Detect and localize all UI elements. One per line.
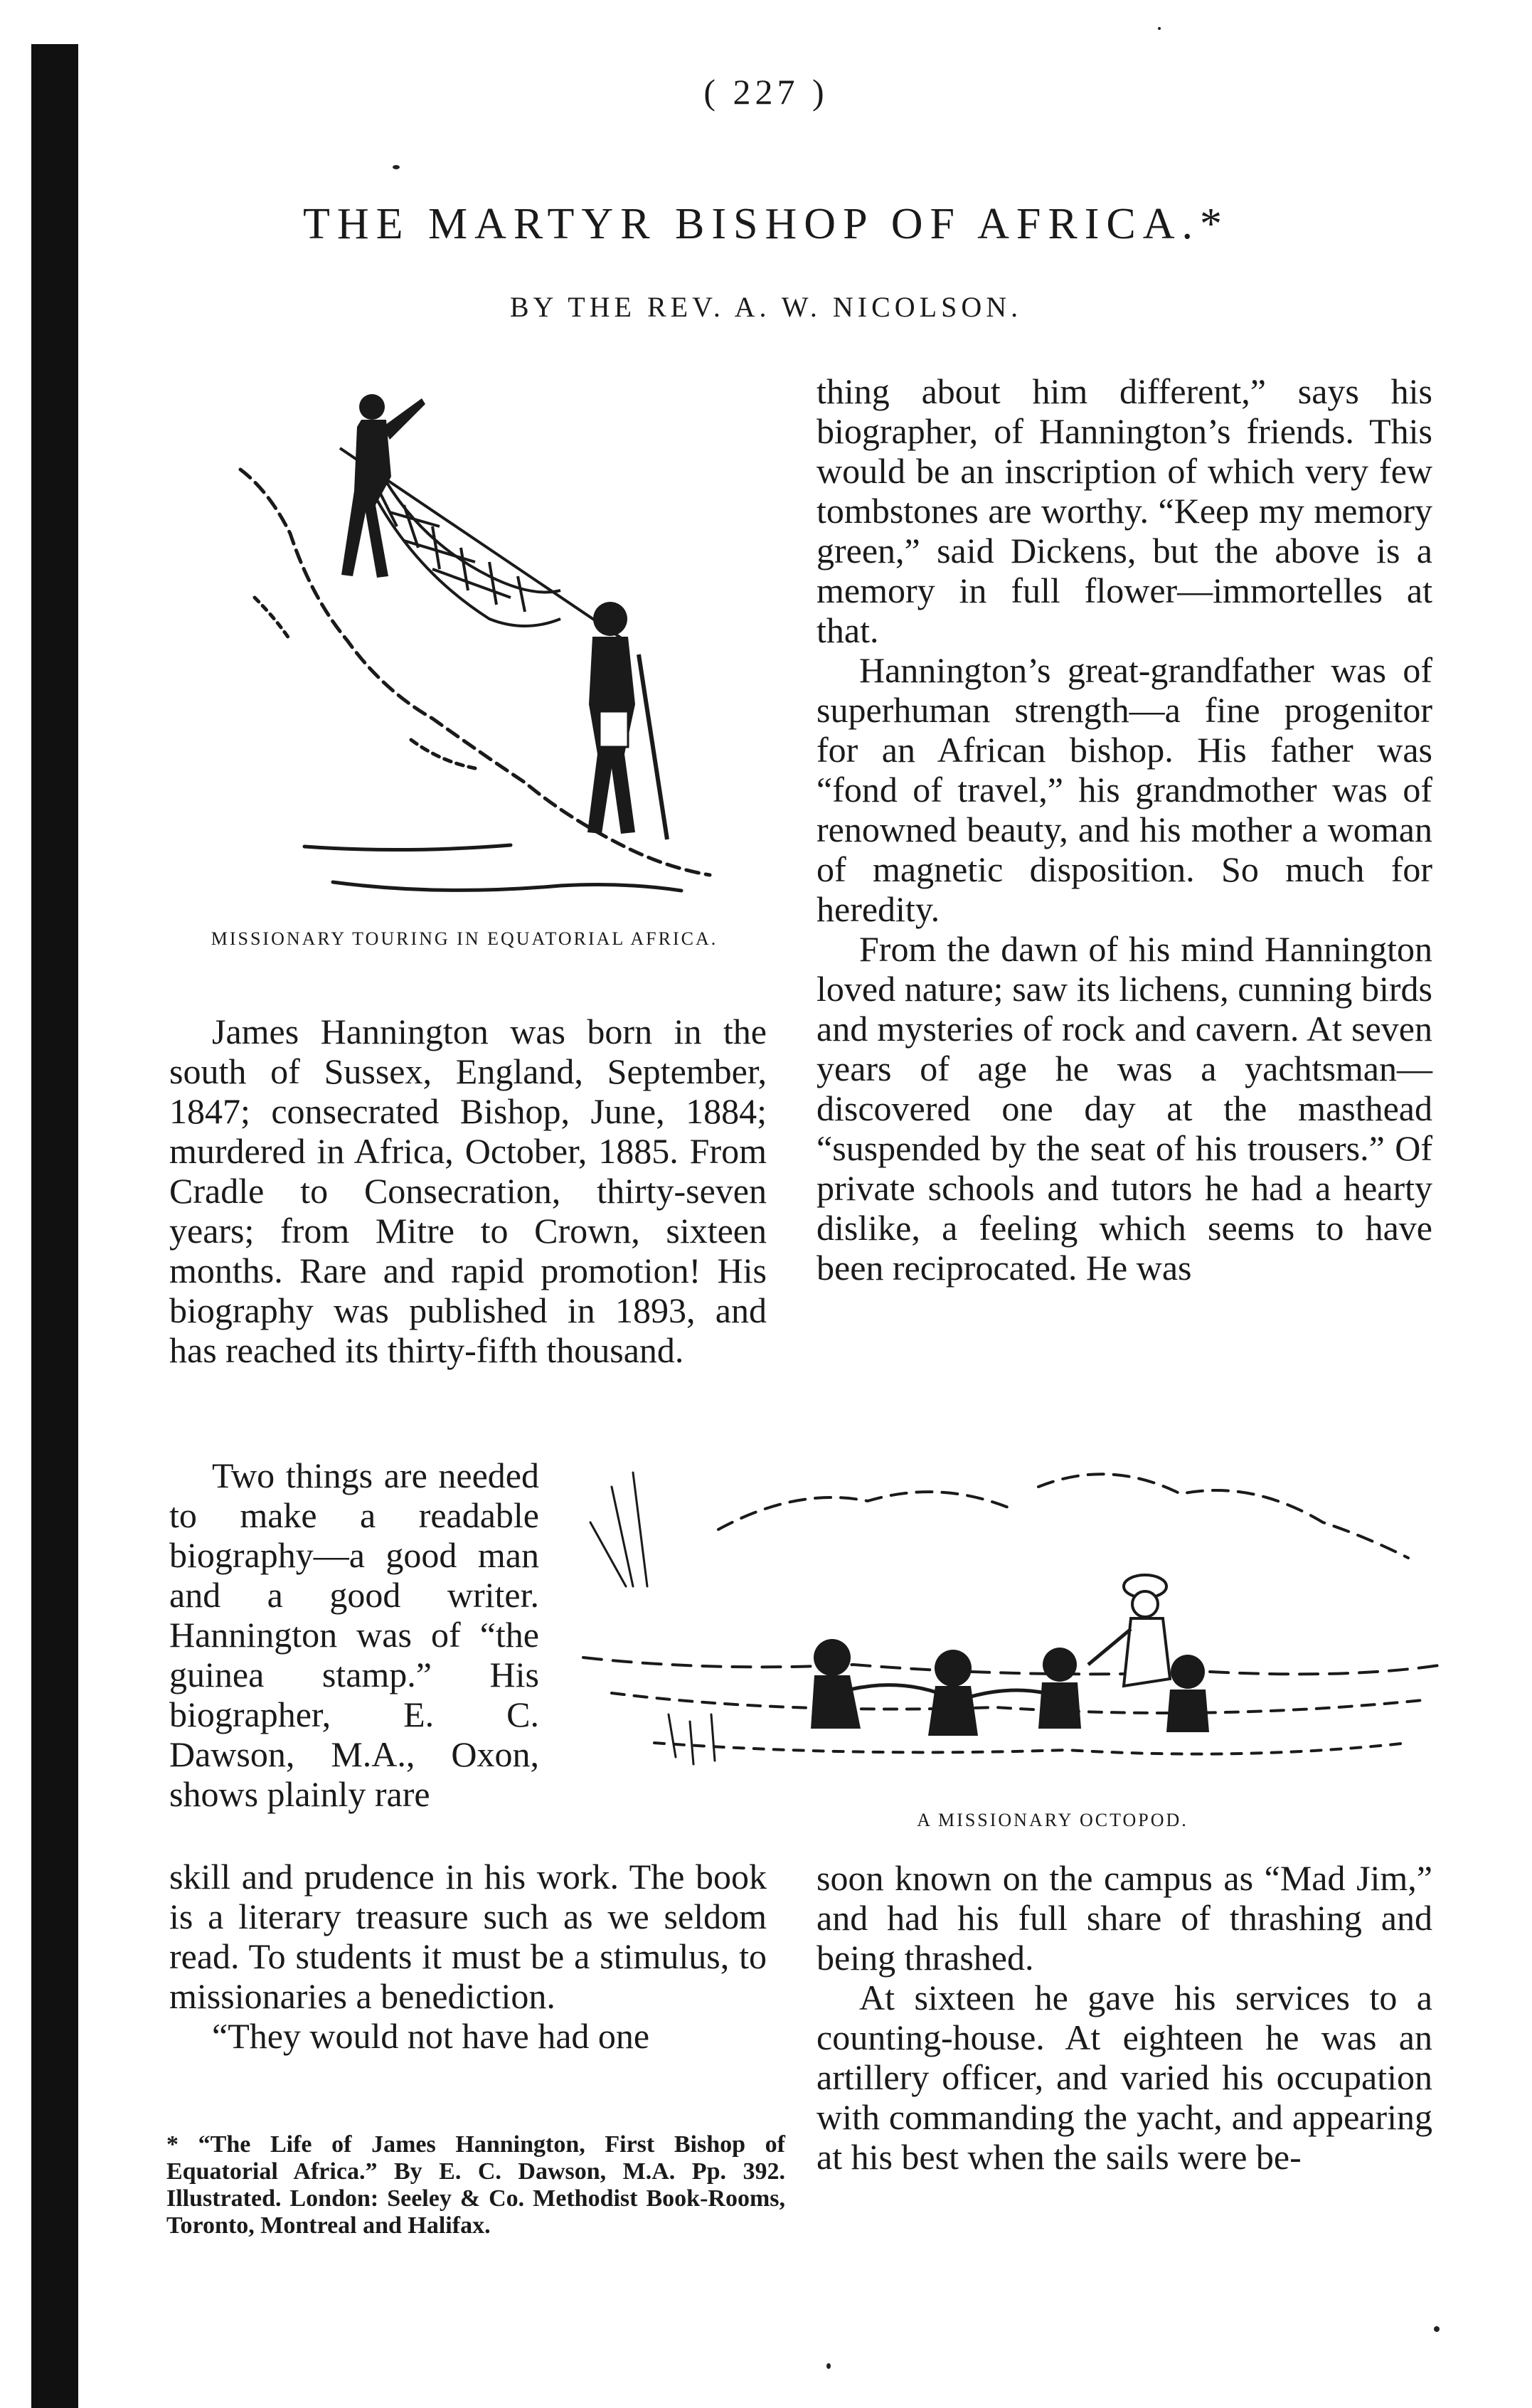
illustration-missionary-touring xyxy=(226,384,717,911)
missionary-figure xyxy=(1088,1575,1170,1686)
paragraph: Two things are needed to make a readable biography—a good man and a good writer. Hannington was of “the guinea stamp.” His biographer, E. C. Dawson, M.A., Oxon, shows plainly rare xyxy=(169,1455,539,1814)
left-column-narrow xyxy=(169,1455,539,1814)
footnote: * “The Life of James Hannington, First Bishop of Equatorial Africa.” By E. C. Dawson, M.A. Pp. 392. Illustrated. London: Seeley & Co. Methodist Book-Rooms, Toronto, Montreal and Halifax. xyxy=(166,2131,785,2239)
paragraph: At sixteen he gave his services to a counting-house. At eighteen he was an artillery officer, and varied his occupation with commanding the yacht, and appearing at his best when the sails were be- xyxy=(816,1978,1432,2177)
paragraph: From the dawn of his mind Hannington loved nature; saw its lichens, cunning birds and mysteries of rock and cavern. At seven years of age he was a yachtsman—discovered one day at the masthead “suspended by the seat of his trousers.” Of private schools and tutors he had a hearty dislike, a feeling which seems to have been reciprocated. He was xyxy=(816,929,1432,1288)
illustration-missionary-octopod xyxy=(569,1444,1451,1771)
figure-caption-octopod: A MISSIONARY OCTOPOD. xyxy=(917,1810,1188,1830)
paragraph: soon known on the campus as “Mad Jim,” and had his full share of thrashing and being thrashed. xyxy=(816,1858,1432,1978)
right-column-lower xyxy=(816,1858,1432,2177)
article-byline: BY THE REV. A. W. NICOLSON. xyxy=(509,291,1023,323)
rear-bearer-figure xyxy=(587,602,667,839)
right-column-upper xyxy=(816,371,1432,1288)
ink-speck xyxy=(1158,27,1161,30)
left-column-upper xyxy=(169,1012,767,1370)
figure-caption-touring: MISSIONARY TOURING IN EQUATORIAL AFRICA. xyxy=(211,928,718,949)
paragraph: Hannington’s great-grandfather was of superhuman strength—a fine progenitor for an African bishop. His father was “fond of travel,” his grandmother was of renowned beauty, and his mother a woman of magnetic disposition. So much for heredity. xyxy=(816,650,1432,929)
paragraph: thing about him different,” says his biographer, of Hannington’s friends. This would be an inscription of which very few tombstones are worthy. “Keep my memory green,” said Dickens, but the above is a memory in full flower—immortelles at that. xyxy=(816,371,1432,650)
hammock-net xyxy=(340,448,624,640)
ink-speck xyxy=(826,2363,831,2369)
article-title: THE MARTYR BISHOP OF AFRICA.* xyxy=(303,200,1229,248)
paragraph: “They would not have had one xyxy=(212,2016,650,2056)
left-column-lower xyxy=(169,1857,767,2056)
page-number: ( 227 ) xyxy=(703,72,829,112)
paragraph: James Hannington was born in the south of Sussex, England, September, 1847; consecrated Bishop, June, 1884; murdered in Africa, October, 1885. From Cradle to Consecration, thirty-seven years; from Mitre to Crown, sixteen months. Rare and rapid promotion! His biography was published in 1893, and has reached its thirty-fifth thousand. xyxy=(169,1012,767,1370)
paragraph: skill and prudence in his work. The book is a literary treasure such as we seldom read. To students it must be a stimulus, to missionaries a benediction. xyxy=(169,1857,767,2016)
ink-speck xyxy=(393,165,400,169)
binding-edge xyxy=(31,44,78,2408)
ink-speck xyxy=(1434,2326,1440,2332)
